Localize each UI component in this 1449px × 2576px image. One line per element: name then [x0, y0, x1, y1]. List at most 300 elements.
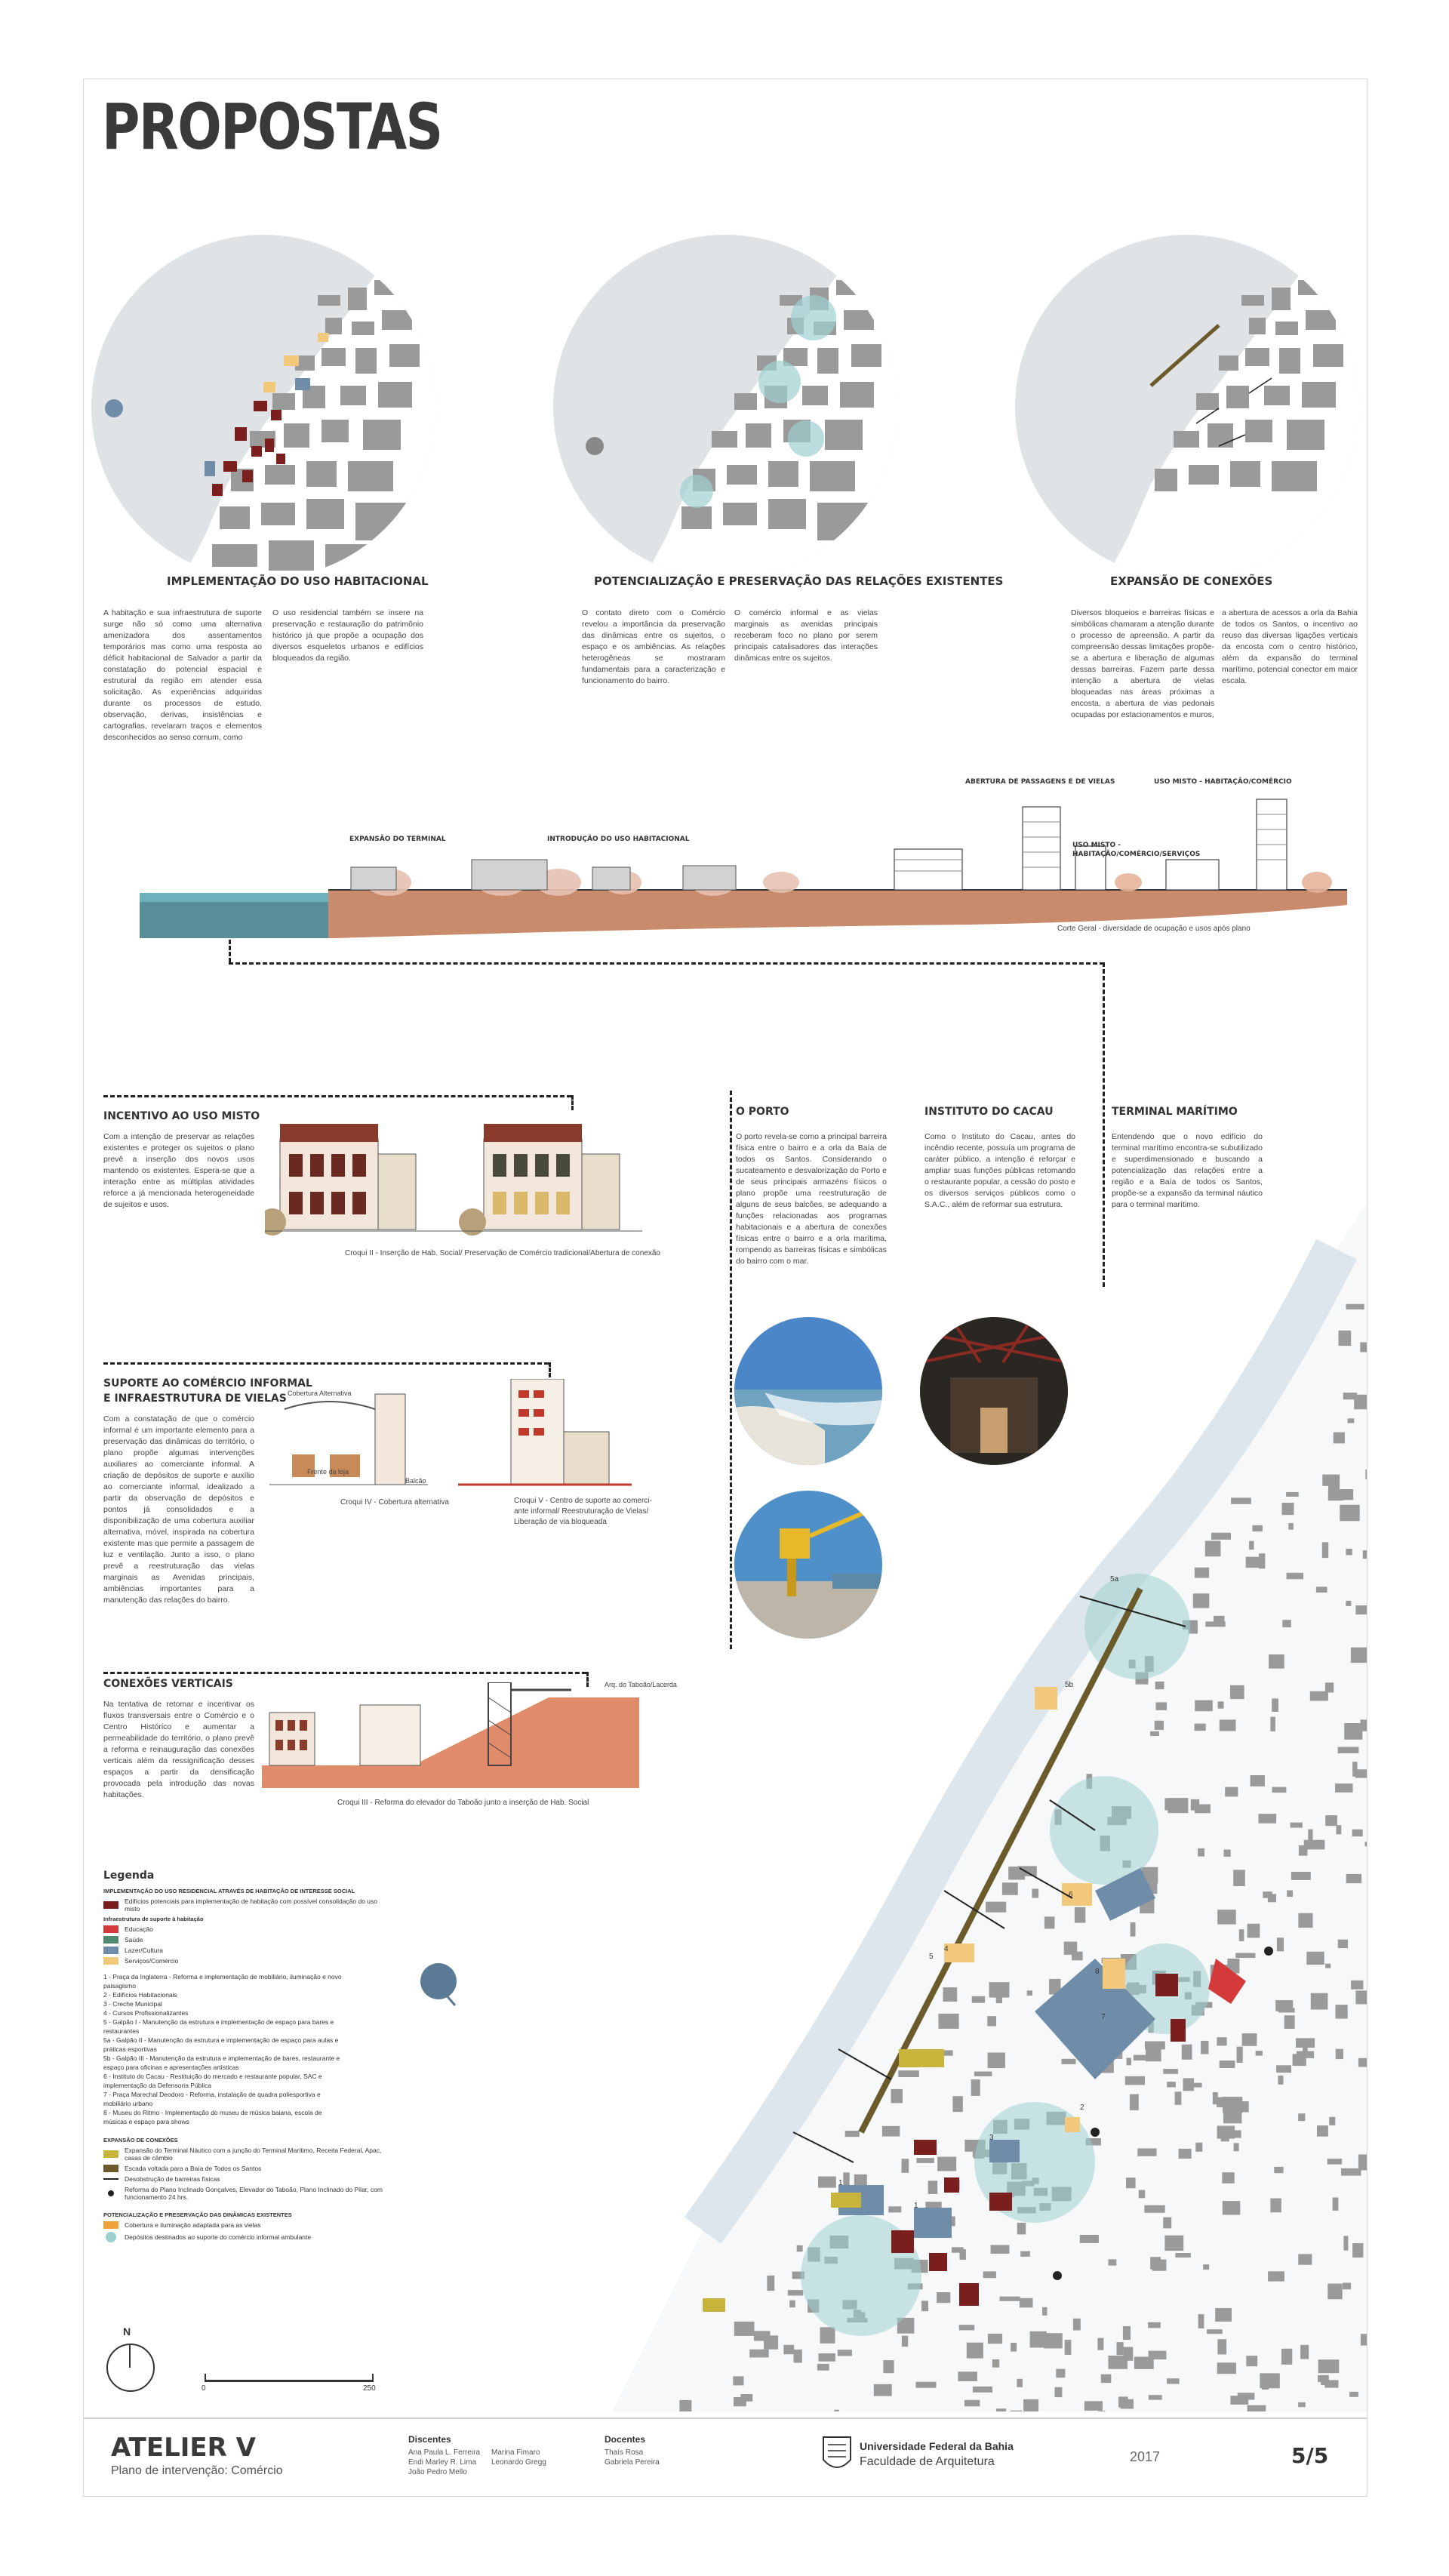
- label-uso-misto-2b: HABITAÇÃO/COMÉRCIO/SERVIÇOS: [1072, 851, 1201, 858]
- box-border: [103, 1362, 549, 1365]
- map-building: [1125, 2076, 1145, 2085]
- map-building: [1287, 1573, 1303, 1580]
- map-building: [1152, 2260, 1167, 2271]
- footer-page-number: 5/5: [1291, 2443, 1329, 2468]
- caption-croqui-v-l2: ante informal/ Reestruturação de Vielas/: [514, 1507, 649, 1516]
- connector-line: [229, 962, 1104, 965]
- map-building: [1020, 2251, 1030, 2257]
- map-building: [1298, 2113, 1305, 2121]
- poster-sheet: [83, 78, 1367, 2497]
- map-building: [1044, 1916, 1055, 1928]
- map-building: [902, 2336, 908, 2347]
- arrow-icon: [103, 2178, 118, 2180]
- map-building: [1163, 2069, 1178, 2074]
- legend-numbered-item: 3 - Creche Municipal: [103, 2000, 162, 2008]
- map-building: [1002, 1882, 1018, 1895]
- legend-item-services: [103, 1957, 390, 1965]
- map-building: [734, 2322, 755, 2336]
- map-building: [733, 2376, 743, 2385]
- map-building: [1164, 2236, 1183, 2251]
- map-building: [967, 2343, 983, 2359]
- map-building: [1167, 2378, 1180, 2384]
- map-building: [1349, 2392, 1358, 2397]
- legend-item-arrow: [103, 2175, 390, 2183]
- map-building: [1300, 2345, 1309, 2359]
- map-building: [1233, 1870, 1245, 1886]
- caption-corte-geral: Corte Geral - diversidade de ocupação e usos após plano: [1057, 925, 1251, 933]
- legend-numbered-item: 5b - Galpão III - Manutenção da estrutura e implementação de bares, restaurante e espaço para oficinas e apresentações artísticas: [103, 2054, 340, 2071]
- proposal-text-uso-misto: Com a intenção de preservar as relações existentes e proteger os sujeitos o plano prevê a inserção dos novos usos mantendo os existentes. Espera-se que a interação entre as múltiplas atividades reforce a já mencionada heterogeneidade de sujeitos e usos.: [103, 1132, 254, 1209]
- map-building: [1259, 1553, 1265, 1568]
- map-building: [937, 2157, 956, 2171]
- map-building: [1223, 2201, 1241, 2214]
- map-building: [921, 2301, 928, 2311]
- map-building: [916, 2382, 937, 2388]
- map-building: [1352, 2243, 1363, 2257]
- map-building: [1335, 1784, 1353, 1793]
- swatch: [103, 2165, 118, 2172]
- caption-croqui-ii: Croqui II - Inserção de Hab. Social/ Preservação de Comércio tradicional/Abertura de conexão: [345, 1249, 660, 1257]
- legend-group-dynamics: POTENCIALIZAÇÃO E PRESERVAÇÃO DAS DINÂMICAS EXISTENTES: [103, 2211, 292, 2218]
- map-building: [1344, 1723, 1362, 1740]
- map-building: [1234, 2143, 1239, 2151]
- map-building: [971, 2079, 980, 2096]
- footer-year: 2017: [1130, 2449, 1161, 2464]
- map-building: [991, 2245, 1010, 2254]
- map-building: [1195, 2143, 1202, 2152]
- map-building: [1055, 2387, 1063, 2397]
- map-building: [1198, 2314, 1204, 2328]
- proposal-text-conexoes-verticais: Na tentativa de retomar e incentivar os fluxos transversais entre o Comércio e o Centro Histórico e aumentar a permeabilidade do território, o plano prevê a reforma e reinauguração das conexões verticais além da ressignificação desses espaços a partir da densificação provocada pela introdução das novas habitações.: [103, 1700, 254, 1799]
- map-circle-relacoes: [553, 235, 897, 579]
- map-building: [1298, 2254, 1312, 2264]
- footer-divider: [84, 2418, 1367, 2419]
- map-building: [1195, 1724, 1206, 1731]
- map-building: [1333, 2198, 1339, 2211]
- scale-bar: [205, 2374, 374, 2382]
- map-building: [1222, 2172, 1234, 2184]
- map-building: [1298, 2402, 1306, 2407]
- map-building: [1358, 2058, 1367, 2067]
- map-building: [988, 2334, 1002, 2344]
- map-building: [1017, 2223, 1026, 2235]
- map-building: [1056, 2369, 1065, 2378]
- map-building: [1242, 2033, 1257, 2046]
- map-building: [1193, 2083, 1202, 2088]
- label-uso-misto-2a: USO MISTO -: [1072, 842, 1121, 849]
- map-building: [1343, 2236, 1348, 2250]
- map-building: [1230, 2396, 1248, 2405]
- caption-croqui-v-l3: Liberação de via bloqueada: [514, 1518, 607, 1526]
- map-building: [1230, 1685, 1244, 1699]
- swatch: [103, 2150, 118, 2158]
- map-building: [754, 2331, 771, 2341]
- sketch-uso-misto: [265, 1109, 642, 1245]
- map-building: [783, 2345, 794, 2355]
- map-building: [1032, 1888, 1038, 1897]
- map-building: [1218, 1701, 1224, 1708]
- section-title-relacoes: POTENCIALIZAÇÃO E PRESERVAÇÃO DAS RELAÇÕES EXISTENTES: [594, 574, 1004, 588]
- map-building: [1322, 1542, 1328, 1558]
- map-building: [1201, 2041, 1208, 2054]
- map-number-label: 4: [944, 1945, 949, 1953]
- map-building: [1343, 2283, 1351, 2290]
- legend-numbered-item: 2 - Edifícios Habitacionais: [103, 1991, 177, 1999]
- legend-title: Legenda: [103, 1870, 155, 1882]
- footer-students-col2: [491, 2448, 546, 2467]
- map-building: [767, 2276, 774, 2291]
- map-building: [1339, 1331, 1352, 1346]
- legend-item-support: [103, 2232, 390, 2242]
- map-building: [1073, 2319, 1081, 2331]
- map-building: [1268, 2271, 1284, 2281]
- map-building: [734, 2397, 746, 2406]
- map-building: [883, 2360, 894, 2373]
- map-number-label: 2: [1080, 2104, 1084, 2112]
- map-circle-habitacional: [91, 235, 435, 579]
- map-building: [1325, 1964, 1331, 1968]
- legend-numbered-list: [103, 1972, 345, 2126]
- proposal-text-suporte: Com a constatação de que o comércio informal é um importante elemento para a preservação das dinâmicas do território, o plano propõe algumas intervenções auxiliares ao comerciante informal. A criação de depósitos de suporte e auxílio ao comerciante informal, idealizado a partir da observação de depósitos e pontos já consolidados e a disponibilização de uma cobertura auxiliar alternativa, móvel, inspirada na cobertura existente mas que permite a passagem de luz e ventilação. Junto a isso, o plano prevê a reestruturação das vielas marginais as Avenidas principais, ambiências importantes para a manutenção das relações do bairro.: [103, 1414, 254, 1605]
- map-building: [1288, 1523, 1294, 1530]
- info-text-cacau: Como o Instituto do Cacau, antes do incêndio recente, possuía um programa de caráter público, a intenção é reforçar e ampliar suas funções públicas retomando o restaurante popular, a cessão do posto e os diversos serviços públicos como o S.A.C., além de reformar sua estrutura.: [924, 1132, 1075, 1209]
- map-building: [937, 2292, 950, 2303]
- sketch-note-cobertura: Cobertura Alternativa: [288, 1390, 352, 1397]
- map-building: [1131, 1922, 1136, 1937]
- map-building: [1281, 2349, 1292, 2365]
- legend-label: Depósitos destinados ao suporte do comércio informal ambulante: [125, 2233, 312, 2241]
- sketch-note-balcao: Balcão: [405, 1477, 426, 1485]
- proposal-title-conexoes-verticais: CONEXÕES VERTICAIS: [103, 1678, 233, 1690]
- map-building: [1337, 1825, 1342, 1834]
- map-building: [1291, 1823, 1303, 1828]
- teacher-name: Thaís Rosa: [605, 2448, 644, 2457]
- map-building: [1304, 1840, 1325, 1850]
- map-building: [1008, 1867, 1025, 1879]
- legend-label: Desobstrução de barreiras físicas: [125, 2175, 220, 2183]
- map-building: [888, 2206, 901, 2212]
- map-building: [958, 2371, 977, 2381]
- map-building: [1298, 1913, 1312, 1928]
- map-building: [1287, 1891, 1293, 1897]
- map-building: [1000, 2297, 1020, 2301]
- map-building: [1247, 2405, 1266, 2411]
- map-building: [1262, 2376, 1269, 2390]
- section-text-conexoes-2: a abertura de acessos a orla da Bahia de todos os Santos, o incentivo ao reuso das diversas ligações verticais da encosta com o centro histórico, além da expansão do terminal marítimo, potencial conector em maior escala.: [1222, 608, 1358, 685]
- student-name: João Pedro Mello: [408, 2468, 467, 2476]
- legend-item-terminal: [103, 2147, 390, 2162]
- map-building: [1286, 1492, 1299, 1497]
- swatch: [103, 1925, 118, 1933]
- legend: [103, 1870, 390, 2245]
- map-building: [1148, 2322, 1161, 2328]
- map-building: [1310, 1691, 1328, 1701]
- label-abertura-vielas: ABERTURA DE PASSAGENS E DE VIELAS: [965, 778, 1115, 786]
- map-building: [891, 2089, 903, 2104]
- map-building: [939, 2014, 959, 2029]
- legend-numbered-item: 8 - Museu do Ritmo - Implementação do museu de música baiana, escola de músicas e espaço para shows: [103, 2109, 322, 2125]
- map-building: [1217, 2097, 1229, 2107]
- map-number-label: 8: [1095, 1968, 1100, 1976]
- map-number-label: 6: [1069, 1891, 1073, 1899]
- footer-subtitle: Plano de intervenção: Comércio: [111, 2464, 283, 2477]
- legend-label: Lazer/Cultura: [125, 1947, 164, 1954]
- legend-subtitle: Infraestrutura de suporte à habitação: [103, 1916, 204, 1922]
- map-building: [1355, 1605, 1367, 1614]
- map-building: [1365, 1470, 1367, 1479]
- map-building: [1351, 1980, 1363, 1990]
- legend-numbered-item: 7 - Praça Marechal Deodoro - Reforma, instalação de quadra poliesportiva e mobiliário urbano: [103, 2091, 321, 2107]
- swatch: [103, 1901, 118, 1909]
- map-building: [797, 2245, 803, 2252]
- map-building: [1269, 1654, 1284, 1669]
- sketch-uso-misto-drawing: [265, 1109, 642, 1245]
- map-building: [1329, 2117, 1335, 2125]
- map-building: [973, 2387, 992, 2393]
- map-building: [1084, 2401, 1103, 2411]
- legend-numbered-item: 5a - Galpão II - Manutenção da estrutura e implementação de espaço para aulas e práticas esportivas: [103, 2036, 339, 2053]
- map-building: [1272, 1787, 1287, 1793]
- map-building: [1065, 2340, 1072, 2355]
- caption-croqui-iv: Croqui IV - Cobertura alternativa: [340, 1498, 449, 1507]
- legend-item-dot: [103, 2186, 390, 2201]
- legend-group-residential: IMPLEMENTAÇÃO DO USO RESIDENCIAL ATRAVÉS DE HABITAÇÃO DE INTERESSE SOCIAL: [103, 1888, 355, 1894]
- map-relacoes-graphic: [553, 235, 897, 579]
- map-building: [1027, 1990, 1032, 1996]
- map-building: [1163, 2217, 1171, 2229]
- map-building: [1215, 2308, 1232, 2322]
- map-building: [794, 2350, 802, 2363]
- student-name: Ana Paula L. Ferreira: [408, 2448, 481, 2457]
- master-plan-map: [612, 1204, 1367, 2411]
- map-building: [916, 2158, 934, 2163]
- sketch-conexoes-drawing: [262, 1682, 639, 1788]
- map-building: [1134, 2055, 1154, 2060]
- label-uso-misto-1: USO MISTO - HABITAÇÃO/COMÉRCIO: [1154, 778, 1292, 786]
- map-building: [1145, 2042, 1165, 2050]
- map-number-label: 1: [914, 2202, 918, 2210]
- map-building: [1139, 2190, 1145, 2199]
- map-building: [1239, 1929, 1244, 1941]
- map-building: [1130, 2094, 1139, 2110]
- teacher-name: Gabriela Pereira: [605, 2458, 660, 2467]
- legend-numbered-item: 5 - Galpão I - Manutenção da estrutura e implementação de espaço para bares e restaurantes: [103, 2018, 334, 2035]
- map-building: [1341, 2168, 1361, 2176]
- map-building: [1346, 1601, 1351, 1606]
- proposal-title-suporte-l2: E INFRAESTRUTURA DE VIELAS: [103, 1393, 287, 1405]
- map-building: [1293, 2054, 1306, 2066]
- map-building: [1168, 1798, 1188, 1813]
- map-building: [983, 2271, 996, 2278]
- section-text-relacoes-2: O comércio informal e as vielas marginais as avenidas principais receberam foco no plano por serem principais catalisadores das interações dinâmicas entre os sujeitos.: [734, 608, 878, 663]
- north-label: N: [123, 2325, 131, 2337]
- sketch-conexoes: [262, 1682, 639, 1788]
- map-building: [952, 2096, 962, 2112]
- map-building: [1322, 1475, 1340, 1486]
- map-building: [1358, 2154, 1367, 2170]
- student-name: Marina Fimaro: [491, 2448, 540, 2457]
- sketch-suporte: [262, 1379, 639, 1500]
- section-text-relacoes-1: O contato direto com o Comércio revelou a importância da preservação das dinâmicas entre os sujeitos, o espaço e os ambiências. As relações heterogêneas se mostraram fundamentais para a caracterização e funcionamento do bairro.: [582, 608, 725, 685]
- map-building: [1361, 2334, 1367, 2345]
- master-plan-graphic: [612, 1204, 1367, 2411]
- map-building: [1291, 1872, 1311, 1880]
- map-building: [988, 2053, 1005, 2069]
- map-building: [1221, 2131, 1229, 2141]
- map-building: [1231, 1497, 1251, 1503]
- map-building: [789, 2301, 795, 2308]
- map-building: [1109, 2259, 1117, 2265]
- map-building: [1195, 1805, 1211, 1814]
- map-building: [1117, 2342, 1124, 2355]
- sketch-suporte-drawing: [262, 1379, 639, 1500]
- map-building: [1217, 1910, 1236, 1924]
- map-building: [845, 2131, 860, 2137]
- map-habitacional-graphic: [91, 235, 435, 579]
- legend-item-cover: [103, 2221, 390, 2229]
- map-building: [1338, 1940, 1348, 1948]
- footer-teachers-label: Docentes: [605, 2434, 646, 2445]
- caption-croqui-v-l1: Croqui V - Centro de suporte ao comerci-: [514, 1497, 652, 1505]
- map-building: [1183, 2078, 1195, 2091]
- legend-item-leisure: [103, 1947, 390, 1954]
- map-building: [882, 2126, 900, 2137]
- map-building: [1340, 1505, 1359, 1522]
- sketch-note-frente: Frente da loja: [307, 1468, 349, 1476]
- map-building: [964, 2400, 980, 2407]
- info-title-cacau: INSTITUTO DO CACAU: [924, 1106, 1054, 1118]
- map-building: [1278, 2076, 1283, 2085]
- map-building: [1011, 2343, 1017, 2352]
- map-number-label: 5a: [1110, 1575, 1119, 1583]
- map-building: [1224, 1850, 1231, 1857]
- map-building: [788, 2290, 803, 2295]
- map-building: [1284, 2015, 1295, 2029]
- map-building: [1220, 2060, 1235, 2068]
- map-building: [989, 1982, 1010, 1997]
- section-text-habitacional-1: A habitação e sua infraestrutura de suporte surge não só como uma alternativa amenizadora dos assentamentos temporários mas como uma resposta ao déficit habitacional de Salvador a partir da constatação do potencial espacial e estrutural da região em atender essa solicitação. As experiências adquiridas durante os processos de estudo, observação, derivas, insistências e cartografias, revelaram traços e elementos desconhecidos ao senso comum, como: [103, 608, 262, 742]
- map-number-label: 1: [838, 2179, 843, 2187]
- map-building: [1363, 1550, 1367, 1559]
- map-building: [1324, 2380, 1338, 2387]
- map-building: [1282, 1620, 1291, 1627]
- map-building: [1155, 1682, 1164, 1689]
- map-building: [1277, 1937, 1284, 1951]
- map-building: [1017, 2379, 1023, 2387]
- swatch: [103, 1947, 118, 1954]
- legend-numbered-item: 4 - Cursos Profissionalizantes: [103, 2009, 189, 2017]
- map-building: [1327, 2284, 1342, 2300]
- map-building: [898, 2070, 919, 2077]
- map-building: [1134, 2357, 1154, 2369]
- map-building: [838, 2350, 852, 2356]
- swatch: [103, 1957, 118, 1965]
- map-number-label: 5: [929, 1953, 934, 1961]
- map-building: [1360, 1342, 1367, 1352]
- map-building: [1044, 2333, 1063, 2348]
- map-building: [1150, 1731, 1159, 1736]
- legend-item-health: [103, 1936, 390, 1944]
- swatch: [103, 1936, 118, 1944]
- map-building: [1306, 1952, 1324, 1965]
- map-building: [1237, 2047, 1243, 2063]
- map-building: [1325, 1682, 1334, 1692]
- map-building: [1270, 1717, 1275, 1731]
- map-building: [1205, 1541, 1221, 1557]
- map-building: [1195, 1700, 1213, 1712]
- legend-item-education: [103, 1925, 390, 1933]
- section-text-conexoes-1: Diversos bloqueios e barreiras físicas e simbólicas chamaram a atenção durante o processo de apreensão. A partir da compreensão dessas limitações propõe-se a abertura e liberação de algumas dessas barreiras. Fazem parte dessa intenção a abertura de vielas bloqueadas nas áreas próximas a encosta, a abertura de vias pedonais ocupadas por estacionamentos e muros,: [1071, 608, 1214, 719]
- map-building: [1247, 1924, 1260, 1938]
- map-building: [1220, 1719, 1236, 1731]
- map-building: [1365, 1842, 1367, 1846]
- map-building: [992, 2359, 999, 2368]
- section-title-conexoes: EXPANSÃO DE CONEXÕES: [1110, 574, 1273, 588]
- map-building: [1325, 1815, 1337, 1826]
- info-text-porto: O porto revela-se como a principal barreira física entre o bairro e a orla da Baía de todos os Santos. Considerando o sucateamento e desvalorização do Porto e de seus principais armazéns físicos o plano propõe uma reestruturação de alguns de seus balcões, se adequando a funções relacionadas aos programas habitacionais e a abertura de conexões físicas entre o bairro e a orla marítima, rompendo as barreiras físicas e simbólicas do bairro com o mar.: [736, 1132, 887, 1266]
- map-number-label: 5b: [1065, 1681, 1074, 1689]
- legend-label: Escada voltada para a Baía de Todos os Santos: [125, 2165, 262, 2172]
- map-building: [835, 2410, 839, 2411]
- map-building: [1338, 1747, 1359, 1754]
- footer-students-col1: [408, 2448, 480, 2477]
- map-building: [749, 2350, 769, 2358]
- map-building: [960, 2249, 966, 2260]
- map-building: [1259, 1814, 1277, 1824]
- map-building: [1355, 1769, 1367, 1777]
- map-building: [1167, 2082, 1176, 2087]
- map-building: [1340, 1489, 1353, 1500]
- map-building: [1346, 1874, 1361, 1883]
- map-building: [1127, 2058, 1131, 2066]
- map-conexoes-graphic: [1015, 235, 1359, 579]
- legend-numbered-item: 1 - Praça da Inglaterra - Reforma e implementação de mobiliário, iluminação e novo paisagismo: [103, 1973, 342, 1990]
- legend-label: Edifícios potenciais para implementação de habitação com possível consolidação do uso misto: [125, 1897, 378, 1913]
- scale-start: 0: [202, 2384, 206, 2393]
- map-building: [1249, 1541, 1254, 1550]
- map-building: [1225, 1787, 1238, 1797]
- map-building: [974, 2072, 992, 2076]
- map-building: [986, 1902, 1006, 1913]
- legend-item-stair: [103, 2165, 390, 2172]
- proposal-title-suporte-l1: SUPORTE AO COMÉRCIO INFORMAL: [103, 1377, 312, 1390]
- map-building: [874, 2384, 892, 2396]
- map-building: [1123, 2326, 1131, 2340]
- page-title: PROPOSTAS: [102, 90, 442, 164]
- footer-title: ATELIER V: [111, 2433, 256, 2463]
- map-building: [1352, 1830, 1363, 1836]
- map-building: [1137, 2148, 1156, 2156]
- dock-marker-icon: [416, 1959, 461, 2011]
- map-building: [1268, 1894, 1276, 1902]
- connector-line: [229, 940, 231, 962]
- map-building: [1193, 1593, 1210, 1608]
- map-building: [1282, 1503, 1294, 1515]
- map-building: [1336, 2049, 1343, 2059]
- map-number-label: 7: [1101, 2013, 1106, 2021]
- legend-label: Cobertura e iluminação adaptada para as vielas: [125, 2221, 261, 2229]
- map-building: [1272, 1698, 1278, 1712]
- map-building: [1354, 1395, 1367, 1410]
- info-title-terminal: TERMINAL MARÍTIMO: [1112, 1106, 1238, 1118]
- legend-label: Serviços/Comércio: [125, 1957, 179, 1965]
- map-building: [1155, 1721, 1164, 1730]
- map-building: [1251, 1775, 1265, 1787]
- map-building: [1316, 1587, 1327, 1593]
- map-building: [928, 2181, 938, 2194]
- map-building: [1109, 2356, 1128, 2369]
- map-building: [1217, 2037, 1226, 2045]
